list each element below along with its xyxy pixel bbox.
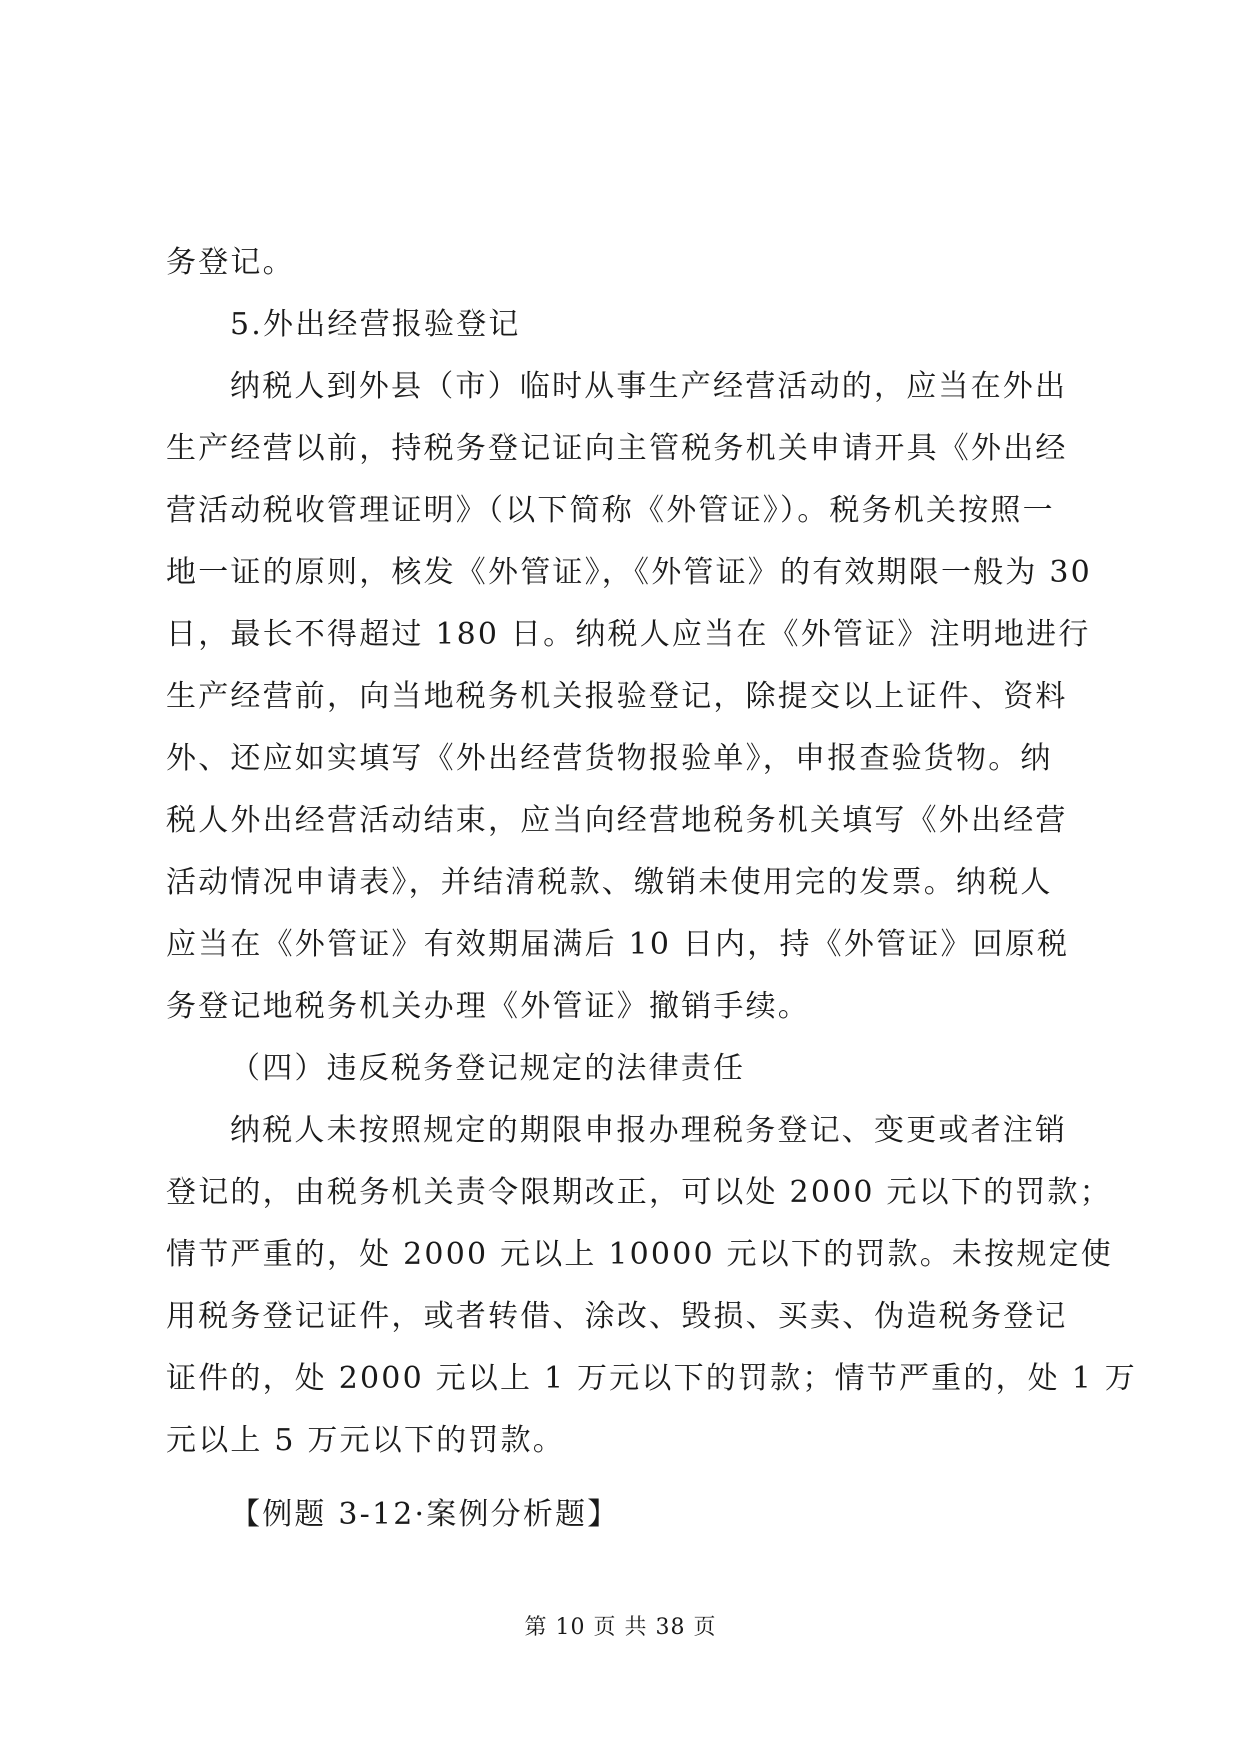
text-line: 生产经营以前，持税务登记证向主管税务机关申请开具《外出经 [166,431,1068,466]
text-line: 登记的，由税务机关责令限期改正，可以处 2000 元以下的罚款； [166,1175,1112,1210]
text-line: 地一证的原则，核发《外管证》，《外管证》的有效期限一般为 30 [166,555,1092,590]
text-line: 务登记地税务机关办理《外管证》撤销手续。 [166,989,810,1024]
page-footer: 第 10 页 共 38 页 [524,1615,717,1640]
text-line: 日，最长不得超过 180 日。纳税人应当在《外管证》注明地进行 [166,617,1091,652]
text-line: 情节严重的，处 2000 元以上 10000 元以下的罚款。未按规定使 [166,1237,1113,1272]
text-line: 纳税人未按照规定的期限申报办理税务登记、变更或者注销 [230,1113,1068,1148]
text-line: 税人外出经营活动结束，应当向经营地税务机关填写《外出经营 [166,803,1068,838]
text-line: 元以上 5 万元以下的罚款。 [166,1423,565,1458]
text-line: 应当在《外管证》有效期届满后 10 日内，持《外管证》回原税 [166,927,1070,962]
text-line: 证件的，处 2000 元以上 1 万元以下的罚款；情节严重的，处 1 万 [166,1361,1137,1396]
section-heading: 5.外出经营报验登记 [230,307,521,342]
example-heading: 【例题 3-12·案例分析题】 [230,1497,620,1532]
text-line: 活动情况申请表》，并结清税款、缴销未使用完的发票。纳税人 [166,865,1053,900]
text-line: 营活动税收管理证明》（以下简称《外管证》）。税务机关按照一 [166,493,1055,528]
text-line: 务登记。 [166,245,295,280]
text-line: 纳税人到外县（市）临时从事生产经营活动的，应当在外出 [230,369,1068,404]
section-heading: （四）违反税务登记规定的法律责任 [230,1051,746,1086]
text-line: 外、还应如实填写《外出经营货物报验单》，申报查验货物。纳 [166,741,1053,776]
text-line: 用税务登记证件，或者转借、涂改、毁损、买卖、伪造税务登记 [166,1299,1068,1334]
text-line: 生产经营前，向当地税务机关报验登记，除提交以上证件、资料 [166,679,1068,714]
document-body [166,232,1137,1546]
